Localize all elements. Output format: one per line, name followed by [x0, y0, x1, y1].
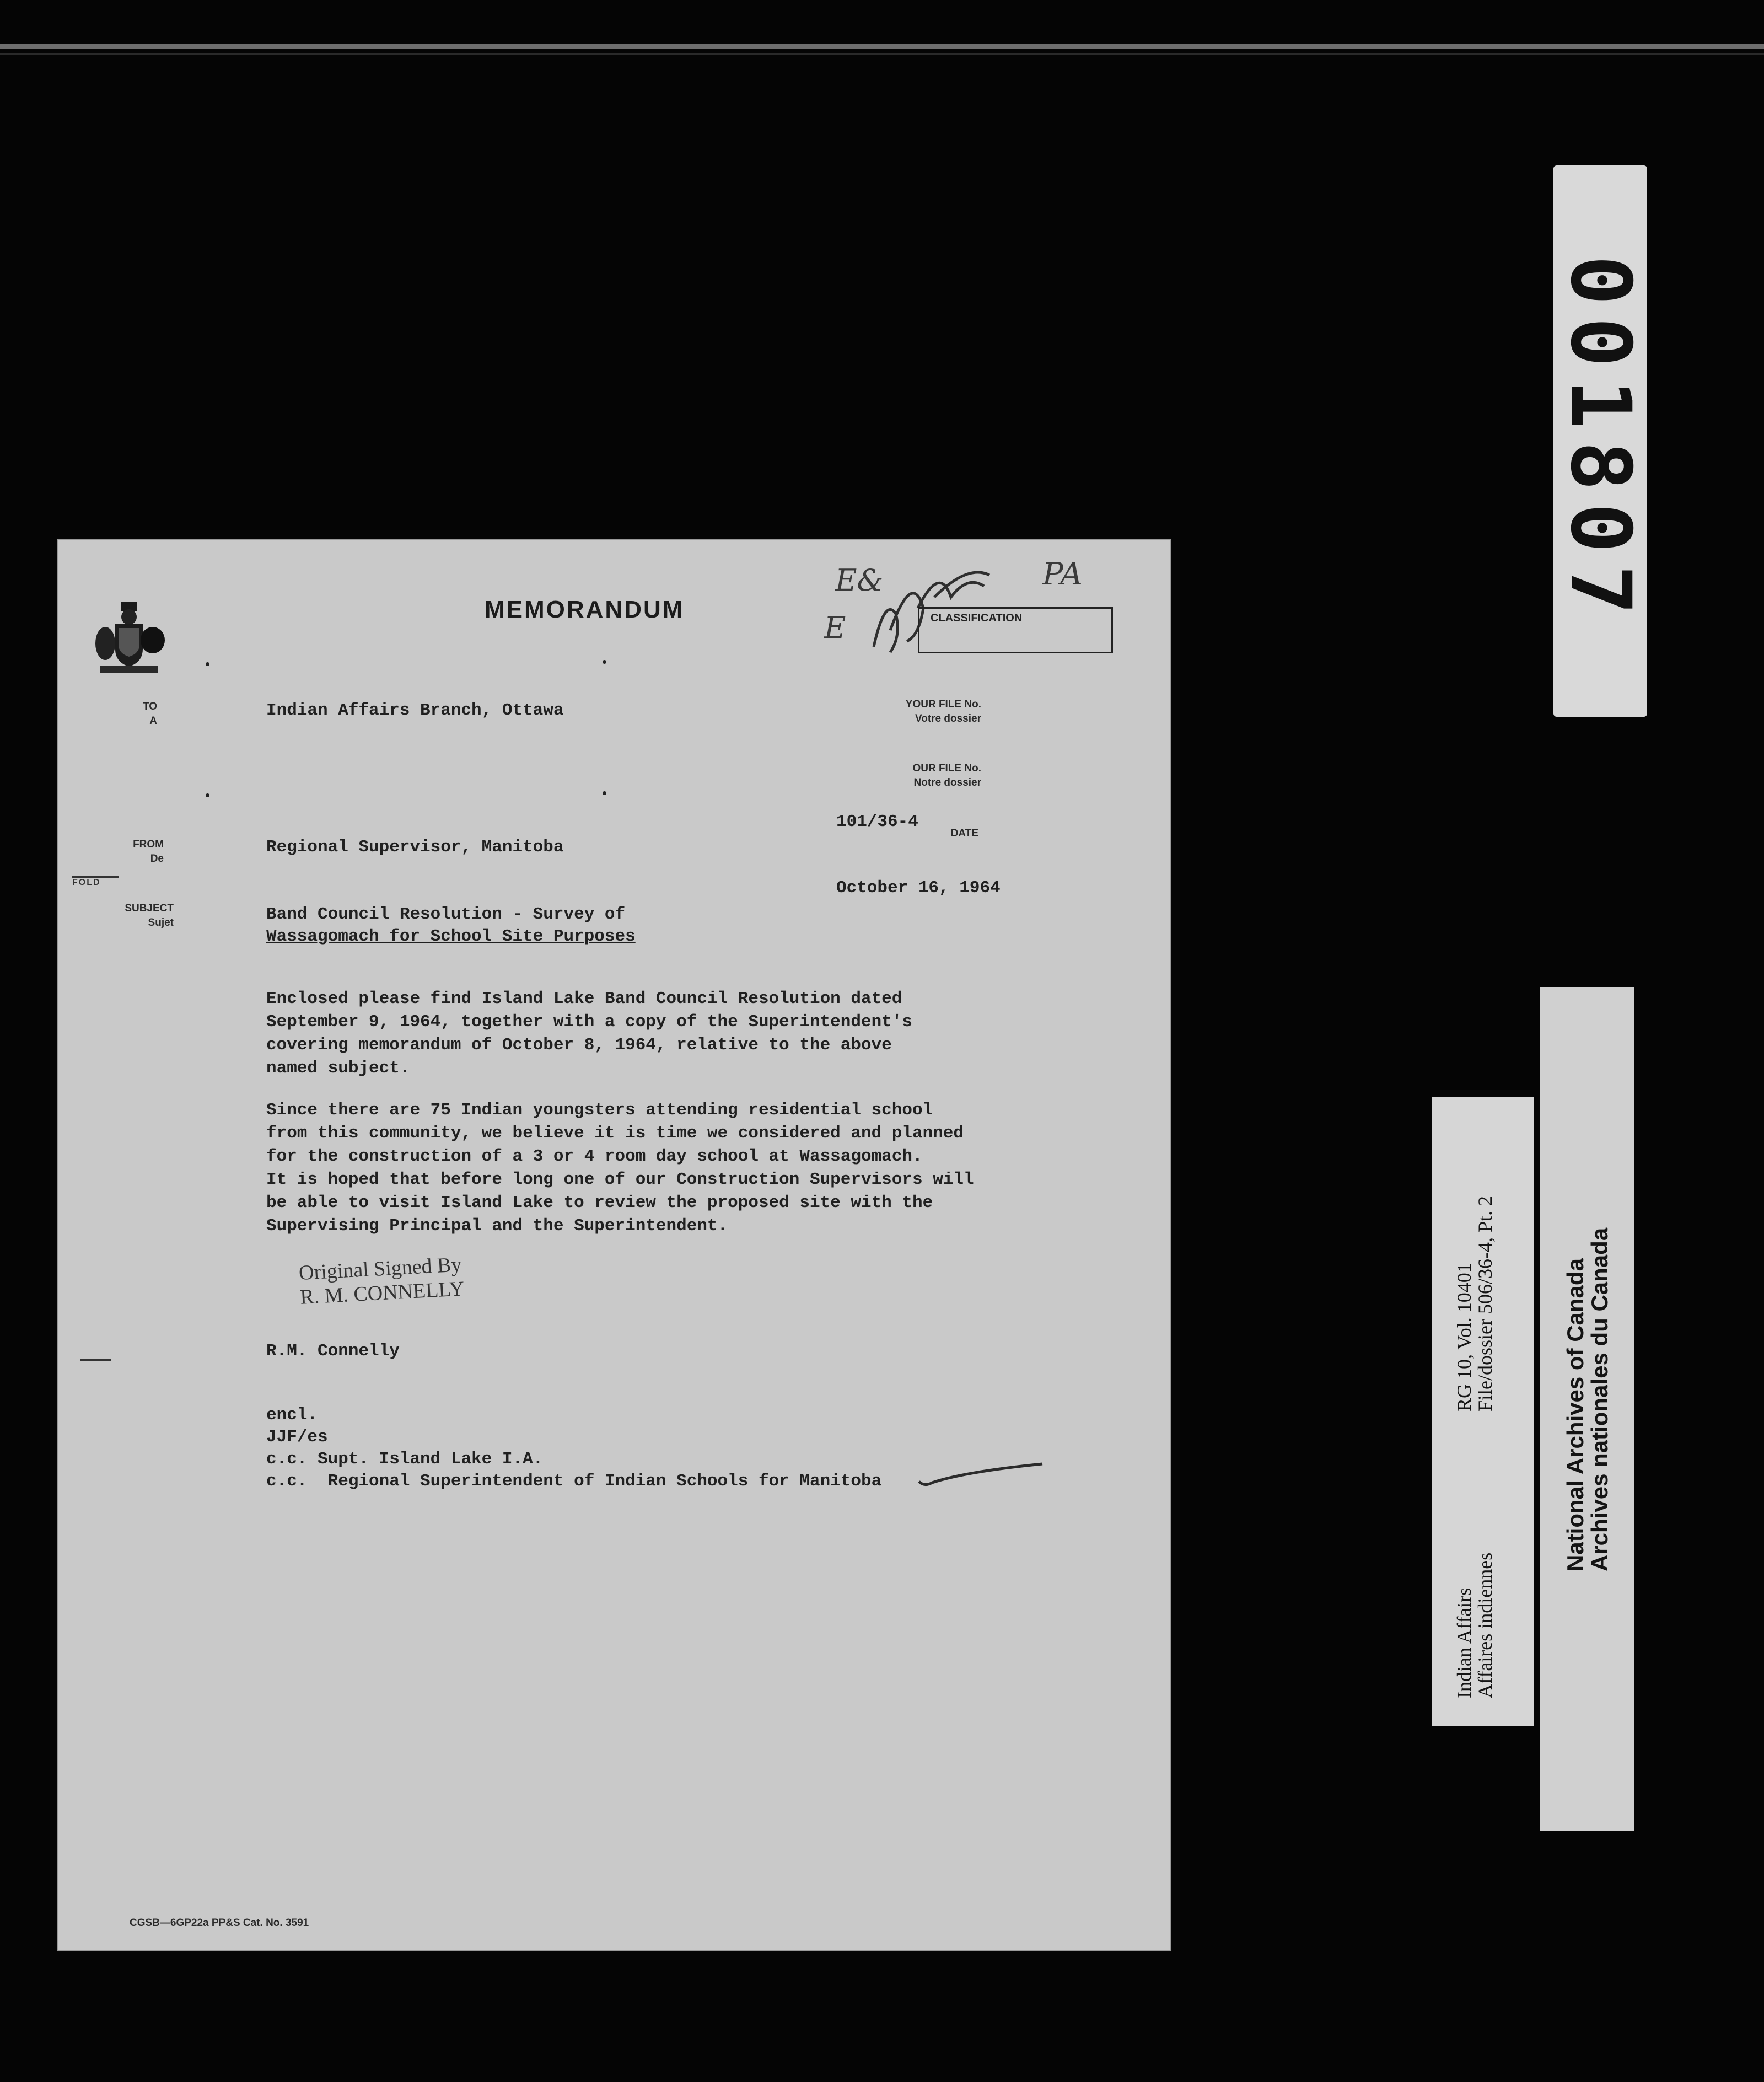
- coat-of-arms-icon: [94, 600, 166, 683]
- stamp-line-2: R. M. CONNELLY: [299, 1277, 465, 1309]
- from-label: [113, 838, 164, 866]
- to-label-fr: A: [149, 715, 157, 727]
- frame-number: 001807: [1552, 255, 1649, 627]
- archive-reference-label: [1432, 1097, 1534, 1726]
- department-en: Indian Affairs: [1453, 1587, 1475, 1698]
- from-label-en: FROM: [133, 839, 164, 850]
- your-file-label-en: YOUR FILE No.: [905, 699, 981, 710]
- film-edge-line: [0, 44, 1764, 49]
- our-file-number: 101/36-4: [836, 812, 918, 831]
- file-reference: File/dossier 506/36-4, Pt. 2: [1473, 1195, 1496, 1412]
- memo-date: October 16, 1964: [836, 878, 1001, 898]
- fold-dot: [206, 662, 209, 666]
- signatory-name: R.M. Connelly: [266, 1342, 400, 1361]
- to-label-en: TO: [142, 701, 157, 712]
- your-file-label-fr: Votre dossier: [915, 712, 981, 725]
- handwritten-mark: E: [824, 610, 846, 645]
- subject-line-2: Wassagomach for School Site Purposes: [266, 927, 636, 946]
- handwritten-mark: E&: [835, 563, 884, 598]
- to-value: Indian Affairs Branch, Ottawa: [266, 701, 564, 720]
- department-fr: Affaires indiennes: [1473, 1552, 1496, 1698]
- subject-label: [113, 902, 174, 930]
- margin-mark: [80, 1359, 111, 1361]
- subject-label-fr: Sujet: [148, 916, 174, 929]
- signature-stamp: [298, 1252, 465, 1309]
- archive-name-label: [1540, 987, 1634, 1831]
- stamp-line-1: Original Signed By: [298, 1253, 462, 1285]
- typist-initials: JJF/es: [266, 1428, 328, 1447]
- fold-dot: [603, 660, 606, 664]
- our-file-label: [830, 761, 981, 790]
- handwritten-initials: PA: [1042, 556, 1083, 592]
- cc-line-2: c.c. Regional Superintendent of Indian Schools for Manitoba: [266, 1472, 882, 1491]
- classification-box: [918, 607, 1113, 653]
- classification-label: CLASSIFICATION: [931, 612, 1023, 624]
- cc-line-1: c.c. Supt. Island Lake I.A.: [266, 1450, 544, 1469]
- record-reference-text: [1454, 1196, 1496, 1412]
- record-group: RG 10, Vol. 10401: [1453, 1263, 1475, 1412]
- archive-name-en: National Archives of Canada: [1562, 1258, 1588, 1571]
- from-label-fr: De: [150, 852, 164, 865]
- body-paragraph-2: Since there are 75 Indian youngsters attending residential school from this community, we believe it is time we considered and planned for the construction of a 3 or 4 room day school at Wassagomach. It is hoped that before long one of our Construction Supervisors will be able to visit Island Lake to review the proposed site with the Supervising Principal and the Superintendent.: [266, 1101, 974, 1236]
- fold-dot: [206, 793, 209, 797]
- enclosure-note: encl.: [266, 1405, 318, 1425]
- fold-label: FOLD: [72, 876, 119, 888]
- fold-dot: [603, 791, 606, 795]
- date-label: DATE: [950, 828, 978, 839]
- memo-page: [57, 539, 1171, 1951]
- our-file-label-en: OUR FILE No.: [912, 763, 981, 774]
- memo-title: MEMORANDUM: [485, 596, 685, 623]
- archive-name-text: [1563, 1228, 1612, 1571]
- your-file-label: [830, 697, 981, 726]
- from-value: Regional Supervisor, Manitoba: [266, 838, 564, 857]
- subject-line-1: Band Council Resolution - Survey of: [266, 905, 626, 924]
- handwritten-checkmark: [916, 1459, 1048, 1493]
- frame-number-strip: [1553, 165, 1647, 717]
- film-edge-line-thin: [0, 53, 1764, 55]
- archive-name-fr: Archives nationales du Canada: [1586, 1227, 1613, 1571]
- subject-label-en: SUBJECT: [125, 903, 174, 914]
- body-paragraph-1: Enclosed please find Island Lake Band Council Resolution dated September 9, 1964, together with a copy of the Superintendent's covering memorandum of October 8, 1964, relative to the above named subject.: [266, 989, 912, 1078]
- to-label: [119, 700, 157, 728]
- form-number: CGSB—6GP22a PP&S Cat. No. 3591: [130, 1917, 309, 1929]
- department-text: [1454, 1553, 1496, 1698]
- our-file-label-fr: Notre dossier: [913, 776, 981, 788]
